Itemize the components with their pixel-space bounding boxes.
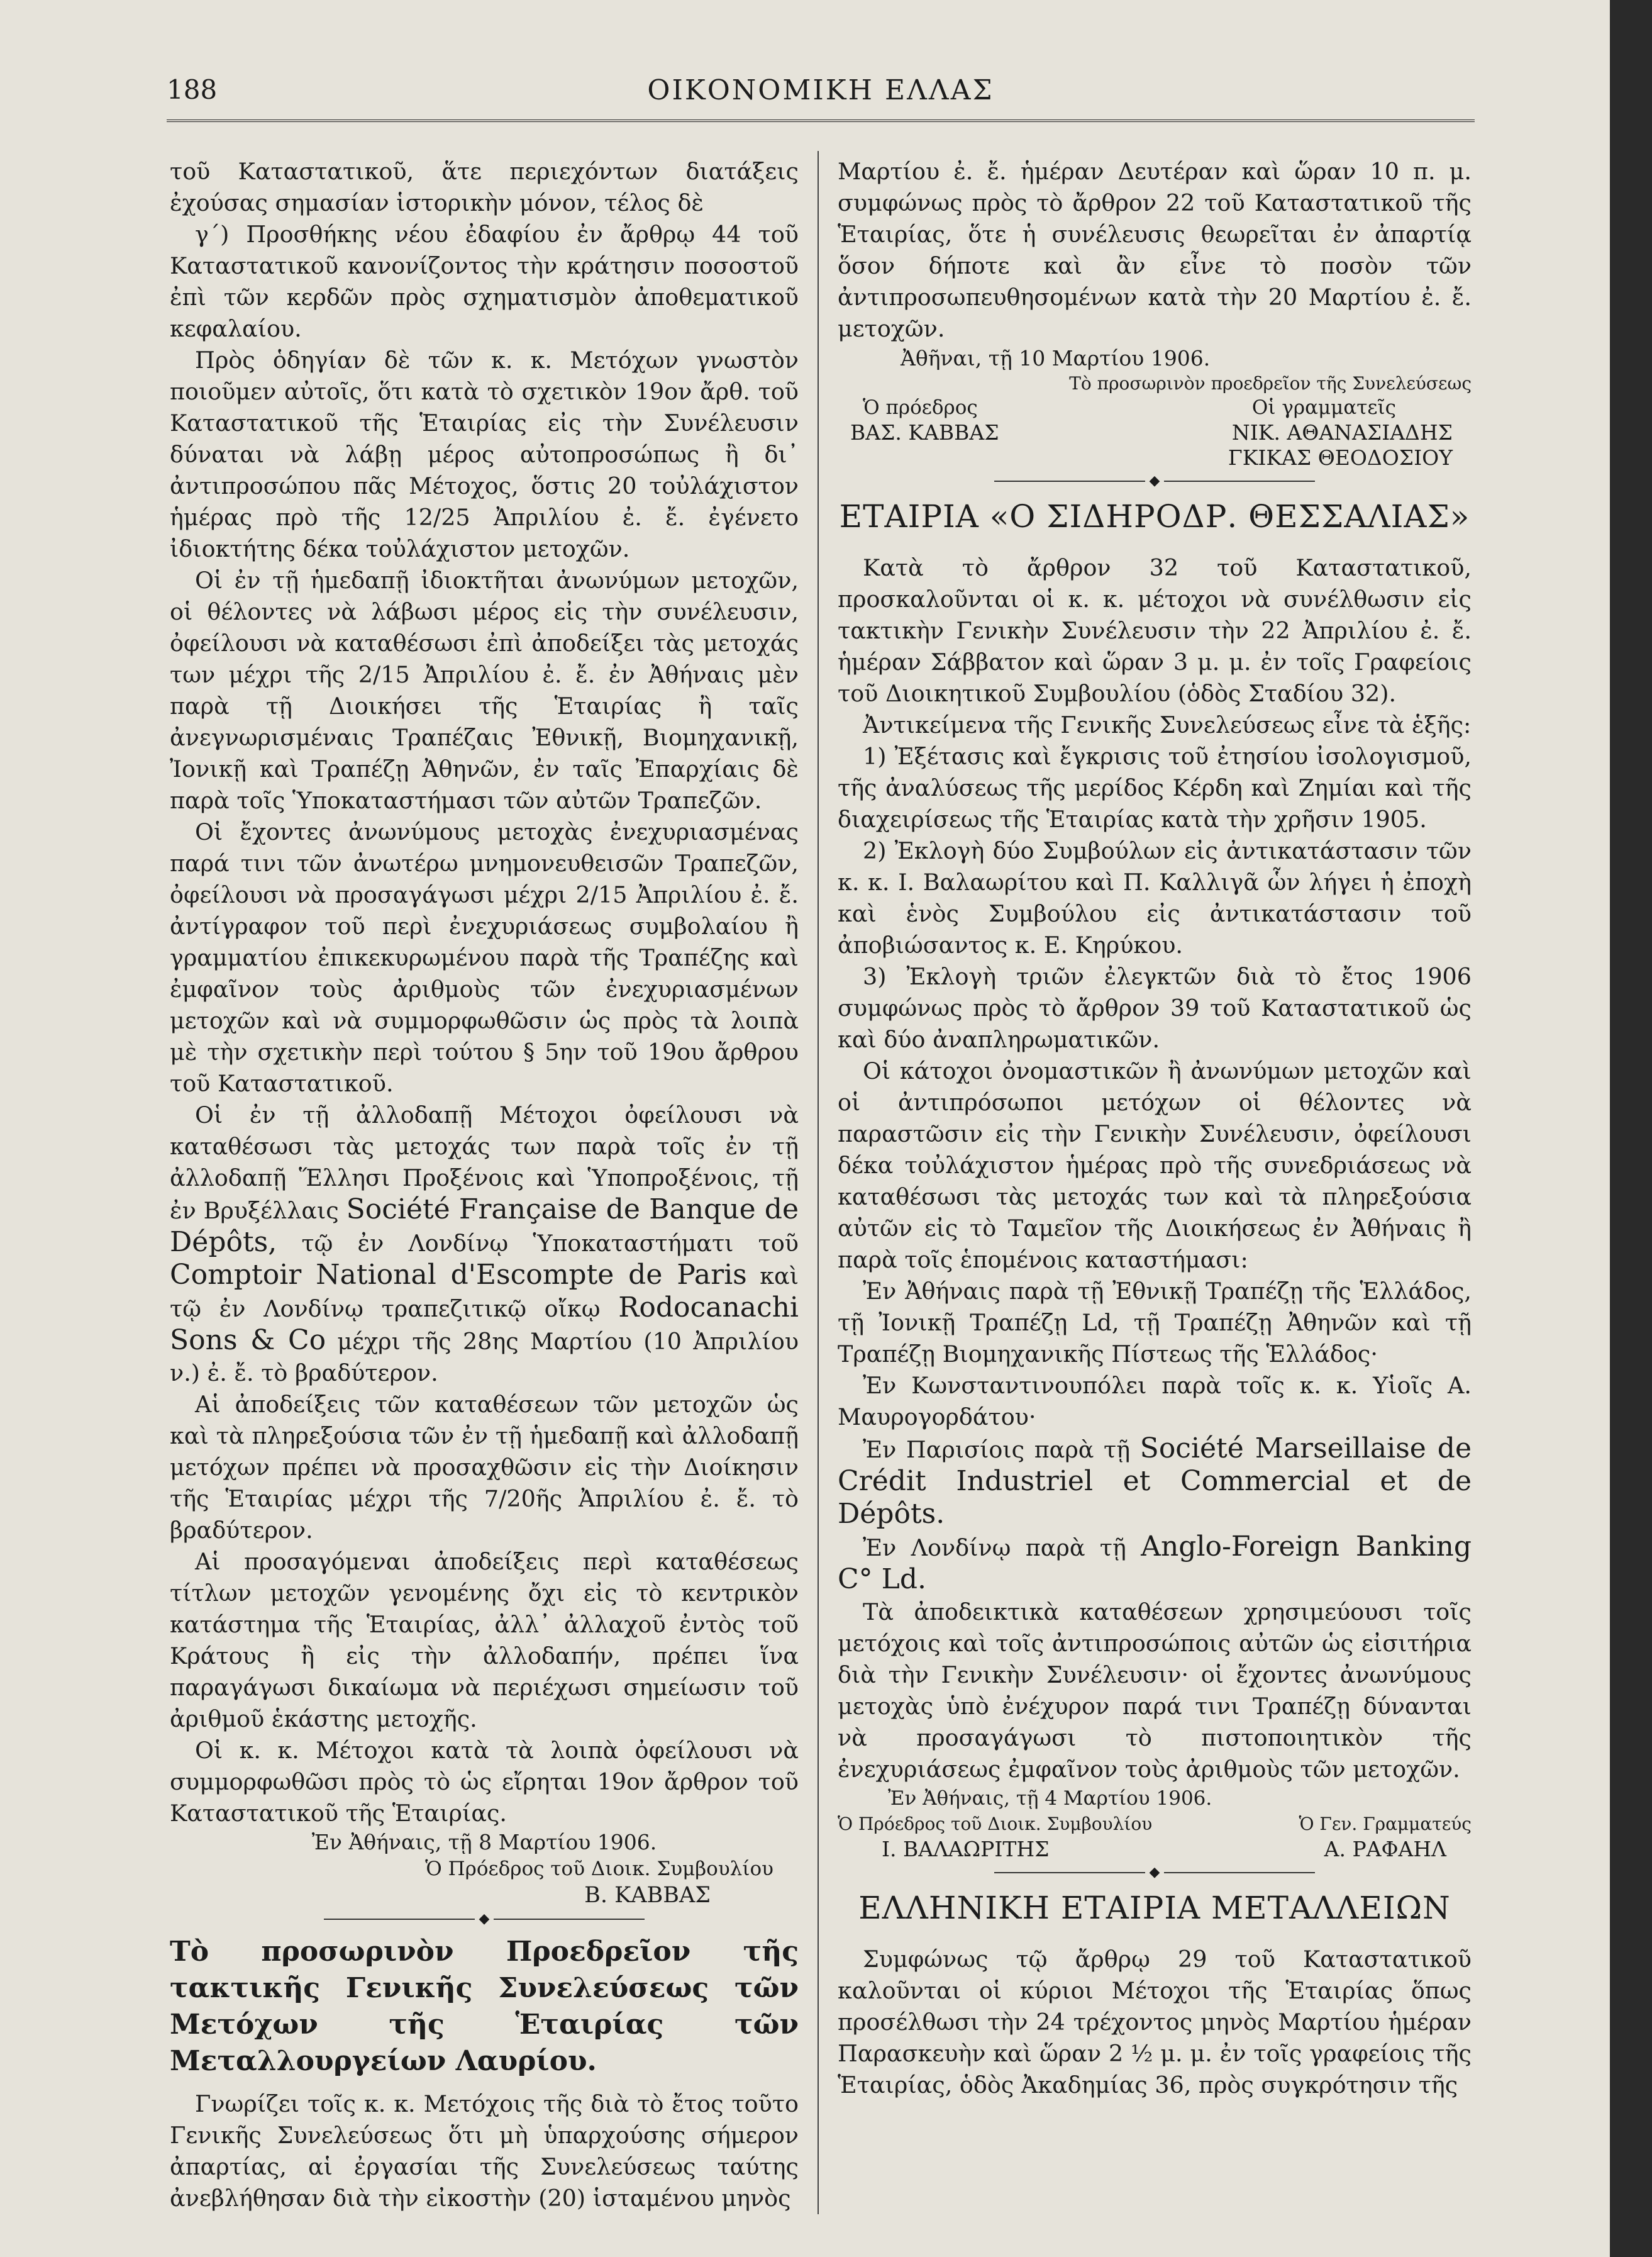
signatory-name: Β. ΚΑΒΒΑΣ [584, 1883, 711, 1908]
text-run: μέχρι τῆς 28ης Μαρτίου (10 Ἀπριλίου ν.) ἐ. ἔ. τὸ βραδύτερον. [170, 1328, 799, 1386]
agenda-item: 1) Ἐξέτασις καὶ ἔγκρισις τοῦ ἐτησίου ἰσολογισμοῦ, τῆς ἀναλύσεως τῆς μερίδος Κέρδη καὶ Ζημίαι καὶ τῆς διαχειρίσεως τῆς Ἑταιρίας κατὰ τὴν χρῆσιν 1905. [838, 743, 1472, 833]
paragraph: γ΄) Προσθήκης νέου ἐδαφίου ἐν ἄρθρῳ 44 τοῦ Καταστατικοῦ κανονίζοντος τὴν κράτησιν ποσοστοῦ ἐπὶ τῶν κερδῶν πρὸς σχηματισμὸν ἀποθεματικοῦ κεφαλαίου. [170, 221, 799, 342]
signatory-names [838, 420, 1472, 445]
agenda-item: 3) Ἐκλογὴ τριῶν ἐλεγκτῶν διὰ τὸ ἔτος 1906 συμφώνως πρὸς τὸ ἄρθρον 39 τοῦ Καταστατικοῦ ὡς καὶ δύο ἀναπληρωματικῶν. [838, 963, 1472, 1053]
signatory-title: Ὁ Πρόεδρος τοῦ Διοικ. Συμβουλίου [425, 1858, 773, 1880]
paragraph-london [838, 1531, 1472, 1597]
page-header [167, 74, 1475, 112]
paragraph: Συμφώνως τῷ ἄρθρῳ 29 τοῦ Καταστατικοῦ καλοῦνται οἱ κύριοι Μέτοχοι τῆς Ἑταιρίας ὅπως προσέλθωσι τὴν 24 τρέχοντος μηνὸς Μαρτίου ἡμέραν Παρασκευὴν καὶ ὥραν 2 ½ μ. μ. ἐν τοῖς γραφείοις τῆς Ἑταιρίας, ὁδὸς Ἀκαδημίας 36, πρὸς συγκρότησιν τῆς [838, 1946, 1472, 2098]
agenda-item: 2) Ἐκλογὴ δύο Συμβούλων εἰς ἀντικατάστασιν τῶν κ. κ. Ι. Βαλαωρίτου καὶ Π. Καλλιγᾶ ὧν λήγει ἡ ἐποχὴ καὶ ἑνὸς Συμβούλου εἰς ἀντικατάστασιν τοῦ ἀποβιώσαντος κ. Ε. Κηρύκου. [838, 837, 1472, 959]
paragraph: Μαρτίου ἐ. ἔ. ἡμέραν Δευτέραν καὶ ὥραν 10 π. μ. συμφώνως πρὸς τὸ ἄρθρον 22 τοῦ Καταστατικοῦ τῆς Ἑταιρίας, ὅτε ἡ συνέλευσις θεωρεῖται ἐν ἀπαρτίᾳ ὅσον δήποτε καὶ ἂν εἶνε τὸ ποσὸν τῶν ἀντιπροσωπευθησομένων κατὰ τὴν 20 Μαρτίου ἐ. ἔ. μετοχῶν. [838, 158, 1472, 342]
paragraph: Αἱ ἀποδείξεις τῶν καταθέσεων τῶν μετοχῶν ὡς καὶ τὰ πληρεξούσια τῶν ἐν τῇ ἡμεδαπῇ καὶ ἀλλοδαπῇ μετόχων πρέπει νὰ προσαχθῶσιν εἰς τὴν Διοίκησιν τῆς Ἑταιρίας μέχρι τῆς 7/20ῆς Ἀπριλίου ἐ. ἔ. τὸ βραδύτερον. [170, 1391, 799, 1544]
paragraph: Οἱ κάτοχοι ὀνομαστικῶν ἢ ἀνωνύμων μετοχῶν καὶ οἱ ἀντιπρόσωποι μετόχων οἱ θέλοντες νὰ παραστῶσιν εἰς τὴν Γενικὴν Συνέλευσιν, ὀφείλουσι δέκα τοὐλάχιστον ἡμέρας πρὸ τῆς συνεδριάσεως νὰ καταθέσωσι τὰς μετοχάς των καὶ τὰ πληρεξούσια αὐτῶν εἰς τὸ Ταμεῖον τῆς Διοικήσεως ἐν Ἀθήναις ἢ παρὰ τοῖς ἑπομένοις καταστήμασι: [838, 1057, 1472, 1273]
header-rule [167, 120, 1475, 122]
paragraph: Τὰ ἀποδεικτικὰ καταθέσεων χρησιμεύουσι τοῖς μετόχοις καὶ τοῖς ἀντιπροσώποις αὐτῶν ὡς εἰσιτήρια διὰ τὴν Γενικὴν Συνέλευσιν· οἱ ἔχοντες ἀνωνύμους μετοχὰς ὑπὸ ἐνέχυρον παρά τινι Τραπέζῃ δύνανται νὰ προσαγάγωσι τὸ πιστοποιητικὸν τῆς ἐνεχυριάσεως ἐμφαῖνον τοὺς ἀριθμοὺς τῶν μετοχῶν. [838, 1598, 1472, 1783]
bank-name: Anglo-Foreign Banking C° Ld. [838, 1530, 1472, 1595]
paragraph: Ἐν Ἀθήναις παρὰ τῇ Ἐθνικῇ Τραπέζῃ τῆς Ἑλλάδος, τῇ Ἰονικῇ Τραπέζῃ Ld, τῇ Τραπέζῃ Ἀθηνῶν καὶ τῇ Τραπέζῃ Βιομηχανικῆς Πίστεως τῆς Ἑλλάδος· [838, 1278, 1472, 1368]
president-label: Ὁ πρόεδρος [863, 396, 978, 419]
page-edge-shadow [1610, 0, 1652, 2257]
bank-name: Comptoir National d'Escompte de Paris [170, 1259, 747, 1291]
paragraph: Οἱ ἐν τῇ ἡμεδαπῇ ἰδιοκτῆται ἀνωνύμων μετοχῶν, οἱ θέλοντες νὰ λάβωσι μέρος εἰς τὴν συνέλευσιν, ὀφείλουσι νὰ καταθέσωσι ἐπὶ ἀποδείξει τὰς μετοχάς των μέχρι τῆς 2/15 Ἀπριλίου ἐ. ἔ. ἐν Ἀθήναις μὲν παρὰ τῇ Διοικήσει τῆς Ἑταιρίας ἢ ταῖς ἀνεγνωρισμέναις Τραπέζαις Ἐθνικῇ, Βιομηχανικῇ, Ἰονικῇ καὶ Τραπέζῃ Ἀθηνῶν, ἐν ταῖς Ἐπαρχίαις δὲ παρὰ τοῖς Ὑποκαταστήμασι τῶν αὐτῶν Τραπεζῶν. [170, 567, 799, 814]
paragraph-paris [838, 1433, 1472, 1531]
text-run: τῷ ἐν Λονδίνῳ Ὑποκαταστήματι τοῦ [301, 1230, 799, 1257]
presidium-title: Τὸ προσωρινὸν προεδρεῖον τῆς Συνελεύσεως [1069, 373, 1472, 394]
section-heading: ΕΤΑΙΡΙΑ «Ο ΣΙΔΗΡΟΔΡ. ΘΕΣΣΑΛΙΑΣ» [839, 498, 1470, 535]
page-number: 188 [167, 74, 218, 105]
journal-title: ΟΙΚΟΝΟΜΙΚΗ ΕΛΛΑΣ [647, 74, 994, 106]
notice-date: Ἐν Ἀθήναις, τῇ 4 Μαρτίου 1906. [888, 1787, 1212, 1810]
text-run: Οἱ ἐν τῇ ἀλλοδαπῇ Μέτοχοι ὀφείλουσι νὰ καταθέσωσι τὰς μετοχάς των παρὰ τοῖς ἐν τῇ ἀλλοδαπῇ Ἕλλησι Προξένοις καὶ Ὑποπροξένοις, τῇ ἐν Βρυξέλλαις [170, 1101, 799, 1224]
paragraph-foreign-shareholders [170, 1100, 799, 1389]
ornament-divider: ◆ [170, 1911, 799, 1927]
text-run: Ἐν Λονδίνῳ παρὰ τῇ [863, 1534, 1126, 1561]
bank-name: Société Française de Banque de Dépôts, [170, 1193, 799, 1258]
paragraph: Ἐν Κωνσταντινουπόλει παρὰ τοῖς κ. κ. Υἱοῖς Α. Μαυρογορδάτου· [838, 1372, 1472, 1430]
president-name: ΒΑΣ. ΚΑΒΒΑΣ [850, 420, 999, 445]
signatory-title: Ὁ Γεν. Γραμματεύς [1299, 1814, 1472, 1834]
ornament-divider: ◆ [838, 473, 1472, 489]
signatory-name: Ι. ΒΑΛΑΩΡΙΤΗΣ [882, 1837, 1050, 1861]
notice-date: Ἀθῆναι, τῇ 10 Μαρτίου 1906. [901, 346, 1211, 371]
signatory-labels [838, 395, 1472, 420]
right-column [838, 156, 1472, 2101]
signatory-titles [838, 1812, 1472, 1837]
paragraph: Κατὰ τὸ ἄρθρον 32 τοῦ Καταστατικοῦ, προσκαλοῦνται οἱ κ. κ. μέτοχοι νὰ συνέλθωσιν εἰς τακτικὴν Γενικὴν Συνέλευσιν τὴν 22 Ἀπριλίου ἐ. ἔ. ἡμέραν Σάββατον καὶ ὥραν 3 μ. μ. ἐν τοῖς Γραφείοις τοῦ Διοικητικοῦ Συμβουλίου (ὁδὸς Σταδίου 32). [838, 554, 1472, 707]
paragraph: Γνωρίζει τοῖς κ. κ. Μετόχοις τῆς διὰ τὸ ἔτος τοῦτο Γενικῆς Συνελεύσεως ὅτι μὴ ὑπαρχούσης σήμερον ἀπαρτίας, αἱ ἐργασίαι τῆς Συνελεύσεως ταύτης ἀνεβλήθησαν διὰ τὴν εἰκοστὴν (20) ἱσταμένου μηνὸς [170, 2090, 799, 2212]
bank-name: Société Marseillaise de Crédit Industriel et Commercial et de Dépôts. [838, 1432, 1472, 1530]
column-divider [818, 151, 819, 2214]
section-heading: ΕΛΛΗΝΙΚΗ ΕΤΑΙΡΙΑ ΜΕΤΑΛΛΕΙΩΝ [858, 1890, 1451, 1926]
text-run: καὶ τῷ ἐν Λονδίνῳ τραπεζιτικῷ οἴκῳ [170, 1262, 799, 1322]
secretary-name: ΝΙΚ. ΑΘΑΝΑΣΙΑΔΗΣ [1231, 420, 1453, 445]
text-run: Ἐν Παρισίοις παρὰ τῇ [863, 1436, 1131, 1463]
bank-name: Rodocanachi Sons & Co [170, 1291, 799, 1356]
paragraph: Ἀντικείμενα τῆς Γενικῆς Συνελεύσεως εἶνε τὰ ἑξῆς: [863, 711, 1472, 738]
paragraph: Πρὸς ὁδηγίαν δὲ τῶν κ. κ. Μετόχων γνωστὸν ποιοῦμεν αὐτοῖς, ὅτι κατὰ τὸ σχετικὸν 19ον ἄρθ. τοῦ Καταστατικοῦ τῆς Ἑταιρίας εἰς τὴν Συνέλευσιν δύναται νὰ λάβῃ μέρος αὐτοπροσώπως ἢ δι᾽ ἀντιπροσώπου πᾶς Μέτοχος, ὅστις 20 τοὐλάχιστον ἡμέρας πρὸ τῆς 12/25 Ἀπριλίου ἐ. ἔ. ἐγένετο ἰδιοκτήτης δέκα τοὐλάχιστον μετοχῶν. [170, 347, 799, 562]
paragraph: Οἱ ἔχοντες ἀνωνύμους μετοχὰς ἐνεχυριασμένας παρά τινι τῶν ἀνωτέρω μνημονευθεισῶν Τραπεζῶν, ὀφείλουσι νὰ προσαγάγωσι μέχρι 2/15 Ἀπριλίου ἐ. ἔ. ἀντίγραφον τοῦ περὶ ἐνεχυριάσεως συμβολαίου ἢ γραμματίου ἐπικεκυρωμένου παρὰ τῆς Τραπέζης καὶ ἐμφαῖνον τοὺς ἀριθμοὺς τῶν ἐνεχυριασμένων μετοχῶν καὶ νὰ συμμορφωθῶσιν ὡς πρὸς τὰ λοιπὰ μὲ τὴν σχετικὴν περὶ τούτου § 5ην τοῦ 19ου ἄρθρου τοῦ Καταστατικοῦ. [170, 818, 799, 1097]
paragraph: Οἱ κ. κ. Μέτοχοι κατὰ τὰ λοιπὰ ὀφείλουσι νὰ συμμορφωθῶσι πρὸς τὸ ὡς εἴρηται 19ον ἄρθρον τοῦ Καταστατικοῦ τῆς Ἑταιρίας. [170, 1737, 799, 1827]
ornament-divider: ◆ [838, 1864, 1472, 1881]
paragraph: τοῦ Καταστατικοῦ, ἅτε περιεχόντων διατάξεις ἐχούσας σημασίαν ἱστορικὴν μόνον, τέλος δὲ [170, 158, 799, 216]
secretaries-label: Οἱ γραμματεῖς [1251, 396, 1396, 419]
paragraph: Αἱ προσαγόμεναι ἀποδείξεις περὶ καταθέσεως τίτλων μετοχῶν γενομένης ὄχι εἰς τὸ κεντρικὸν κατάστημα τῆς Ἑταιρίας, ἀλλ᾽ ἀλλαχοῦ ἐντὸς τοῦ Κράτους ἢ εἰς τὴν ἀλλοδαπήν, πρέπει ἵνα παραγάγωσι δικαίωμα νὰ περιέχωσι σημείωσιν τοῦ ἀριθμοῦ ἑκάστης μετοχῆς. [170, 1548, 799, 1732]
left-column [170, 156, 799, 2214]
signatory-name: Α. ΡΑΦΑΗΛ [1324, 1837, 1446, 1861]
notice-date: Ἐν Ἀθήναις, τῇ 8 Μαρτίου 1906. [311, 1830, 657, 1854]
signatory-title: Ὁ Πρόεδρος τοῦ Διοικ. Συμβουλίου [838, 1814, 1153, 1834]
notice-heading: Τὸ προσωρινὸν Προεδρεῖον τῆς τακτικῆς Γενικῆς Συνελεύσεως τῶν Μετόχων τῆς Ἑταιρίας τῶν Μεταλλουργείων Λαυρίου. [170, 1936, 799, 2077]
signatory-names [838, 1837, 1472, 1862]
secretary-name: ΓΚΙΚΑΣ ΘΕΟΔΟΣΙΟΥ [1228, 445, 1453, 470]
